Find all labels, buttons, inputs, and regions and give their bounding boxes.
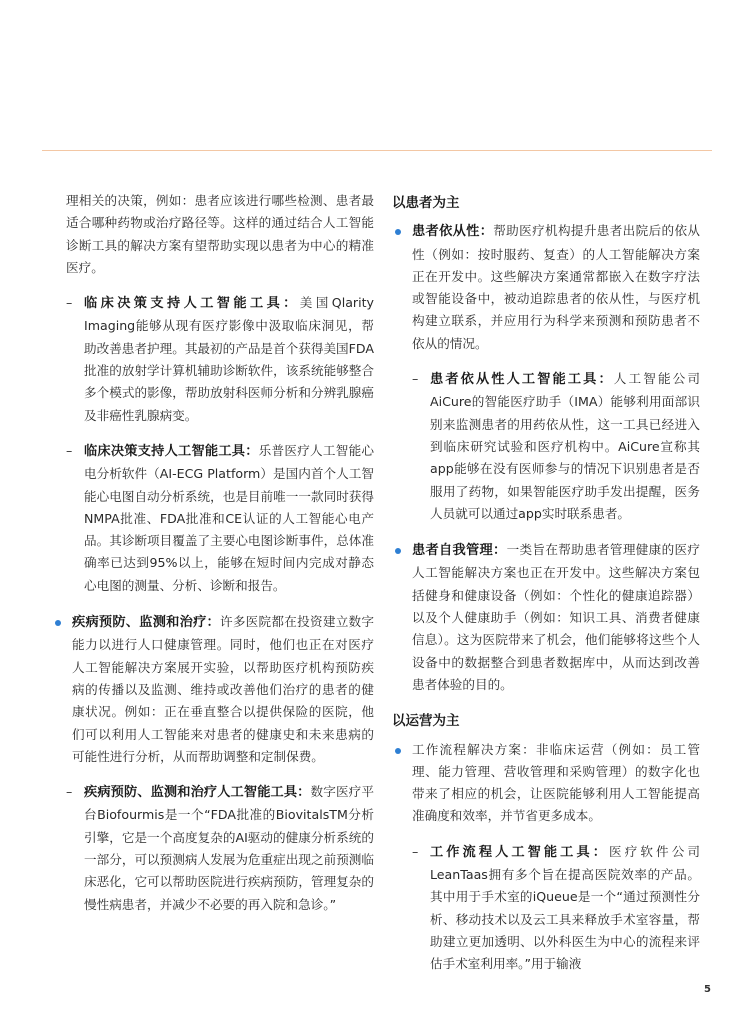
bullet-heading: 患者依从性： [412,224,494,240]
dash-marker: – [412,371,419,387]
tool-heading: 疾病预防、监测和治疗人工智能工具： [84,785,311,801]
tool-heading: 工作流程人工智能工具： [430,844,610,860]
bullet-dot-icon [395,548,401,554]
bullet-disease-prevention [52,611,374,768]
dash-marker: – [66,784,73,800]
page-number: 5 [704,984,711,995]
bullet-body: 一类旨在帮助患者管理健康的医疗人工智能解决方案也正在开发中。这些解决方案包括健身和健康设备（例如：个性化的健康追踪器）以及个人健康助手（例如：知识工具、消费者健康信息）。这为医院带来了机会，他们能够将这些个人设备中的数据整合到患者数据库中，从而达到改善患者体验的目的。 [412,542,701,692]
tool-item-biofourmis [66,781,374,916]
dash-marker: – [412,843,419,859]
tool-body: 人工智能公司AiCure的智能医疗助手（IMA）能够利用面部识别来监测患者的用药依从性，这一工具已经进入到临床研究试验和医疗机构中。AiCure宣称其app能够在没有医师参与的情况下识别患者是否服用了药物，如果智能医疗助手发出提醒，医务人员就可以通过app实时联系患者。 [430,371,701,521]
bullet-body: 帮助医疗机构提升患者出院后的依从性（例如：按时服药、复查）的人工智能解决方案正在开发中。这些解决方案通常都嵌入在数字疗法或智能设备中，被动追踪患者的依从性，与医疗机构建立联系，并应用行为科学来预测和预防患者不依从的情况。 [412,223,701,351]
tool-item-leantaas [412,841,700,976]
tool-body: 数字医疗平台Biofourmis是一个“FDA批准的BiovitalsTM分析引擎，它是一个高度复杂的AI驱动的健康分析系统的一部分，可以预测病人发展为危重症出现之前预测临床恶化，它可以帮助医院进行疾病预防，管理复杂的慢性病患者，并减少不必要的再入院和急诊。” [84,784,375,912]
bullet-heading: 疾病预防、监测和治疗： [72,615,220,631]
section-heading-patient: 以患者为主 [392,195,460,211]
bullet-dot-icon [395,229,401,235]
tool-heading: 患者依从性人工智能工具： [430,372,614,388]
tool-item-aicure [412,368,700,525]
tool-item-qlarity [66,292,374,427]
bullet-self-management [392,539,700,696]
tool-item-lepu [66,440,374,597]
bullet-body: 工作流程解决方案：非临床运营（例如：员工管理、能力管理、营收管理和采购管理）的数字化也带来了相应的机会，让医院能够利用人工智能提高准确度和效率，并节省更多成本。 [412,741,700,824]
bullet-dot-icon [395,748,401,754]
dash-marker: – [66,295,73,311]
bullet-heading: 患者自我管理： [412,543,507,559]
bullet-dot-icon [55,620,61,626]
tool-body: 乐普医疗人工智能心电分析软件（AI-ECG Platform）是国内首个人工智能心电图自动分析系统，也是目前唯一一款同时获得NMPA批准、FDA批准和CE认证的人工智能心电产品。其诊断项目覆盖了主要心电图诊断事件，总体准确率已达到95%以上，能够在短时间内完成对静态心电图的测量、分析、诊断和报告。 [84,442,375,593]
intro-paragraph: 理相关的决策，例如：患者应该进行哪些检测、患者最适合哪种药物或治疗路径等。这样的通过结合人工智能诊断工具的解决方案有望帮助实现以患者为中心的精准医疗。 [66,193,374,275]
tool-body: 美国Qlarity Imaging能够从现有医疗影像中汲取临床洞见，帮助改善患者护理。其最初的产品是首个获得美国FDA批准的放射学计算机辅助诊断软件，该系统能够整合多个模式的影像，帮助放射科医师分析和分辨乳腺癌及非癌性乳腺病变。 [84,295,375,423]
header-rule [42,150,712,151]
tool-body: 医疗软件公司LeanTaas拥有多个旨在提高医院效率的产品。其中用于手术室的iQueue是一个“通过预测性分析、移动技术以及云工具来释放手术室容量，帮助建立更加透明、以外科医生为中心的流程来评估手术室利用率。”用于输液 [430,843,701,972]
section-heading-operations: 以运营为主 [392,713,460,730]
bullet-adherence [392,220,700,355]
bullet-workflow [392,739,700,828]
left-column [66,190,374,916]
dash-marker: – [66,442,73,458]
bullet-body: 许多医院都在投资建立数字能力以进行人口健康管理。同时，他们也正在对医疗人工智能解决方案展开实验，以帮助医疗机构预防疾病的传播以及监测、维持或改善他们治疗的患者的健康状况。例如：正在垂直整合以提供保险的医院，他们可以利用人工智能来对患者的健康史和未来患病的可能性进行分析，从而帮助调整和定制保费。 [72,614,375,764]
tool-heading: 临床决策支持人工智能工具： [84,443,259,459]
right-column [392,192,700,976]
tool-heading: 临床决策支持人工智能工具： [84,296,300,312]
